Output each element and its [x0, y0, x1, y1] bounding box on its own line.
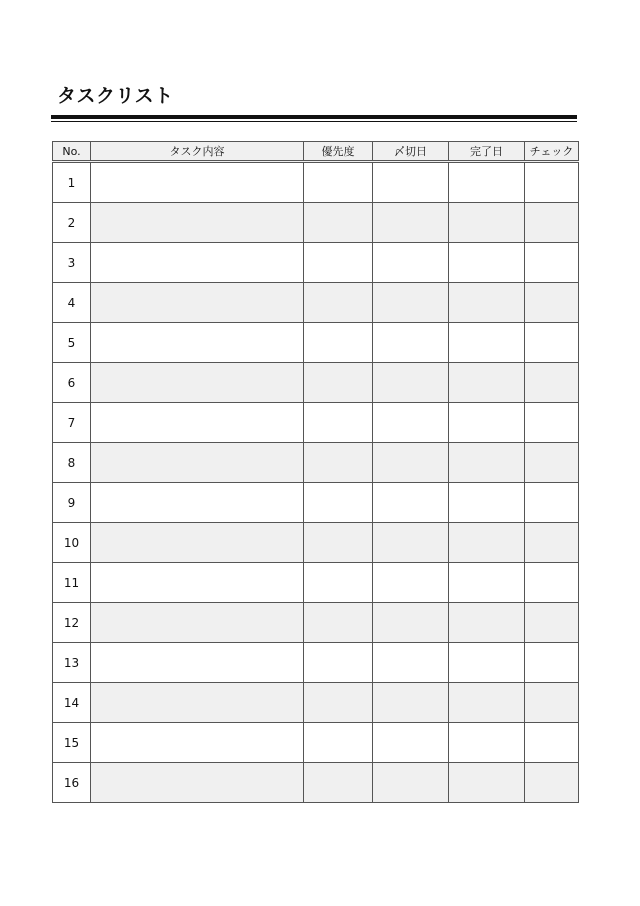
check-cell[interactable] [525, 523, 579, 563]
table-row [53, 243, 579, 283]
header-task: タスク内容 [91, 142, 304, 162]
row-number: 7 [53, 403, 91, 443]
due-date-cell[interactable] [373, 403, 449, 443]
table-row [53, 563, 579, 603]
completed-date-cell[interactable] [449, 203, 525, 243]
completed-date-cell[interactable] [449, 683, 525, 723]
due-date-cell[interactable] [373, 363, 449, 403]
task-cell[interactable] [91, 323, 304, 363]
priority-cell[interactable] [304, 683, 373, 723]
header-due-date: 〆切日 [373, 142, 449, 162]
priority-cell[interactable] [304, 523, 373, 563]
check-cell[interactable] [525, 203, 579, 243]
row-number: 11 [53, 563, 91, 603]
check-cell[interactable] [525, 483, 579, 523]
table-row [53, 723, 579, 763]
row-number: 5 [53, 323, 91, 363]
due-date-cell[interactable] [373, 603, 449, 643]
table-row [53, 283, 579, 323]
page-title: タスクリスト [57, 85, 174, 107]
task-cell[interactable] [91, 203, 304, 243]
task-cell[interactable] [91, 763, 304, 803]
table-row [53, 363, 579, 403]
task-cell[interactable] [91, 483, 304, 523]
completed-date-cell[interactable] [449, 763, 525, 803]
check-cell[interactable] [525, 162, 579, 203]
check-cell[interactable] [525, 243, 579, 283]
task-cell[interactable] [91, 523, 304, 563]
task-cell[interactable] [91, 403, 304, 443]
due-date-cell[interactable] [373, 763, 449, 803]
table-row [53, 643, 579, 683]
task-cell[interactable] [91, 723, 304, 763]
row-number: 6 [53, 363, 91, 403]
due-date-cell[interactable] [373, 323, 449, 363]
row-number: 9 [53, 483, 91, 523]
row-number: 2 [53, 203, 91, 243]
task-cell[interactable] [91, 162, 304, 203]
due-date-cell[interactable] [373, 563, 449, 603]
table-row [53, 483, 579, 523]
due-date-cell[interactable] [373, 443, 449, 483]
table-row [53, 443, 579, 483]
table-row [53, 523, 579, 563]
row-number: 10 [53, 523, 91, 563]
header-check: チェック [525, 142, 579, 162]
check-cell[interactable] [525, 643, 579, 683]
task-cell[interactable] [91, 443, 304, 483]
table-row [53, 603, 579, 643]
priority-cell[interactable] [304, 603, 373, 643]
priority-cell[interactable] [304, 483, 373, 523]
priority-cell[interactable] [304, 323, 373, 363]
priority-cell[interactable] [304, 203, 373, 243]
priority-cell[interactable] [304, 243, 373, 283]
completed-date-cell[interactable] [449, 323, 525, 363]
priority-cell[interactable] [304, 162, 373, 203]
check-cell[interactable] [525, 723, 579, 763]
completed-date-cell[interactable] [449, 603, 525, 643]
table-row [53, 683, 579, 723]
priority-cell[interactable] [304, 643, 373, 683]
priority-cell[interactable] [304, 443, 373, 483]
priority-cell[interactable] [304, 763, 373, 803]
table-header-row [53, 142, 579, 162]
due-date-cell[interactable] [373, 683, 449, 723]
due-date-cell[interactable] [373, 283, 449, 323]
due-date-cell[interactable] [373, 162, 449, 203]
row-number: 8 [53, 443, 91, 483]
check-cell[interactable] [525, 403, 579, 443]
row-number: 15 [53, 723, 91, 763]
task-cell[interactable] [91, 683, 304, 723]
check-cell[interactable] [525, 283, 579, 323]
check-cell[interactable] [525, 363, 579, 403]
check-cell[interactable] [525, 763, 579, 803]
row-number: 4 [53, 283, 91, 323]
task-cell[interactable] [91, 643, 304, 683]
priority-cell[interactable] [304, 363, 373, 403]
due-date-cell[interactable] [373, 643, 449, 683]
completed-date-cell[interactable] [449, 363, 525, 403]
completed-date-cell[interactable] [449, 403, 525, 443]
row-number: 13 [53, 643, 91, 683]
check-cell[interactable] [525, 683, 579, 723]
title-underline-thick [51, 115, 577, 119]
due-date-cell[interactable] [373, 723, 449, 763]
priority-cell[interactable] [304, 563, 373, 603]
table-row [53, 323, 579, 363]
check-cell[interactable] [525, 443, 579, 483]
task-cell[interactable] [91, 603, 304, 643]
completed-date-cell[interactable] [449, 483, 525, 523]
priority-cell[interactable] [304, 403, 373, 443]
completed-date-cell[interactable] [449, 523, 525, 563]
table-row [53, 763, 579, 803]
due-date-cell[interactable] [373, 243, 449, 283]
completed-date-cell[interactable] [449, 723, 525, 763]
task-cell[interactable] [91, 243, 304, 283]
check-cell[interactable] [525, 603, 579, 643]
completed-date-cell[interactable] [449, 443, 525, 483]
table-row [53, 203, 579, 243]
row-number: 16 [53, 763, 91, 803]
check-cell[interactable] [525, 323, 579, 363]
task-table [52, 141, 579, 803]
row-number: 3 [53, 243, 91, 283]
title-underline-thin [51, 121, 577, 122]
task-cell[interactable] [91, 283, 304, 323]
table-row [53, 403, 579, 443]
due-date-cell[interactable] [373, 483, 449, 523]
task-cell[interactable] [91, 363, 304, 403]
completed-date-cell[interactable] [449, 283, 525, 323]
row-number: 1 [53, 162, 91, 203]
header-priority: 優先度 [304, 142, 373, 162]
completed-date-cell[interactable] [449, 243, 525, 283]
check-cell[interactable] [525, 563, 579, 603]
table-row [53, 162, 579, 203]
task-cell[interactable] [91, 563, 304, 603]
completed-date-cell[interactable] [449, 643, 525, 683]
row-number: 14 [53, 683, 91, 723]
header-completed-date: 完了日 [449, 142, 525, 162]
completed-date-cell[interactable] [449, 563, 525, 603]
priority-cell[interactable] [304, 283, 373, 323]
due-date-cell[interactable] [373, 523, 449, 563]
row-number: 12 [53, 603, 91, 643]
task-rows [53, 162, 579, 803]
completed-date-cell[interactable] [449, 162, 525, 203]
priority-cell[interactable] [304, 723, 373, 763]
due-date-cell[interactable] [373, 203, 449, 243]
header-no: No. [53, 142, 91, 162]
